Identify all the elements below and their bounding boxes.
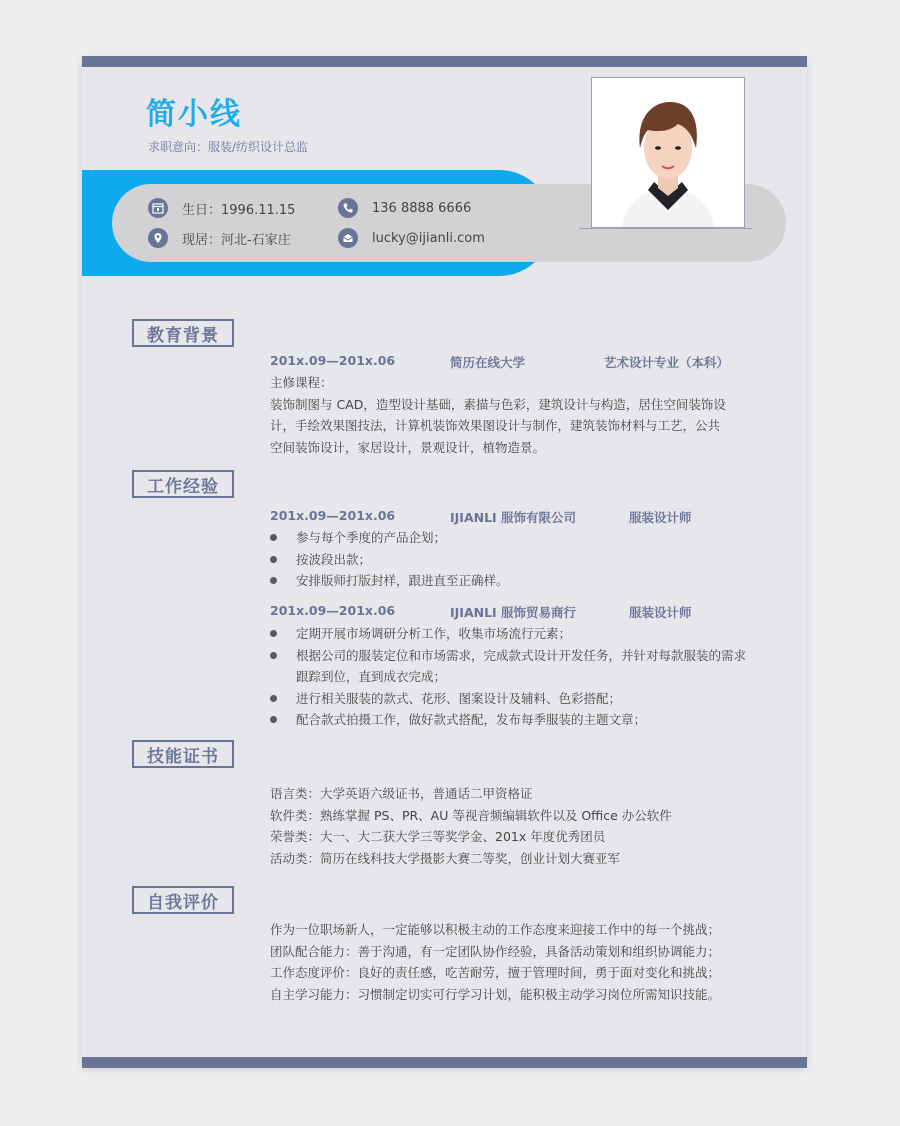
profile-photo — [591, 77, 745, 228]
phone-text: 136 8888 6666 — [372, 200, 472, 216]
photo-underline — [579, 228, 752, 229]
calendar-icon — [148, 198, 168, 218]
mail-icon — [338, 228, 358, 248]
edu-period: 201x.09—201x.06 — [270, 353, 396, 368]
job-period: 201x.09—201x.06 — [270, 603, 396, 618]
skill-line: 语言类：大学英语六级证书，普通话二甲资格证 — [270, 786, 533, 801]
edu-school: 简历在线大学 — [450, 355, 526, 370]
job-company: IJIANLI 服饰贸易商行 — [450, 605, 577, 620]
residence-text: 现居：河北-石家庄 — [182, 232, 291, 248]
edu-course-block — [270, 372, 726, 458]
email-info — [338, 228, 485, 248]
job-role: 服装设计师 — [629, 510, 692, 525]
section-title-self-eval: 自我评价 — [132, 886, 234, 914]
birthday-info — [148, 198, 295, 218]
self-eval-line: 工作态度评价：良好的责任感，吃苦耐劳，擅于管理时间，勇于面对变化和挑战； — [270, 965, 721, 980]
job-role: 服装设计师 — [629, 605, 692, 620]
skill-line: 软件类：熟练掌握 PS、PR、AU 等视音频编辑软件以及 Office 办公软件 — [270, 807, 672, 823]
job-period: 201x.09—201x.06 — [270, 508, 396, 523]
job-1-duties — [270, 527, 509, 592]
job-2-duties — [270, 623, 746, 731]
self-eval-line: 团队配合能力：善于沟通，有一定团队协作经验，具备活动策划和组织协调能力； — [270, 943, 721, 959]
location-icon — [148, 228, 168, 248]
list-item: 配合款式拍摄工作，做好款式搭配，发布每季服装的主题文章； — [270, 709, 746, 731]
edu-course-line: 空间装饰设计，家居设计，景观设计，植物造景。 — [270, 439, 546, 455]
skills-list — [270, 783, 672, 869]
birthday-text: 生日：1996.11.15 — [182, 202, 296, 218]
job-intent: 求职意向：服装/纺织设计总监 — [148, 140, 309, 154]
self-eval-line: 作为一位职场新人，一定能够以积极主动的工作态度来迎接工作中的每一个挑战； — [270, 922, 721, 937]
list-item: 定期开展市场调研分析工作，收集市场流行元素； — [270, 623, 746, 645]
self-eval-list — [270, 919, 720, 1005]
bottom-bar — [82, 1057, 807, 1068]
list-item: 参与每个季度的产品企划； — [270, 527, 509, 549]
section-title-education: 教育背景 — [132, 319, 234, 347]
candidate-name: 简小线 — [146, 97, 242, 132]
list-item: 按波段出款； — [270, 549, 509, 571]
list-item-continuation: 跟踪到位，直到成衣完成； — [296, 669, 447, 684]
skill-line: 荣誉类：大一、大二获大学三等奖学金、201x 年度优秀团员 — [270, 829, 606, 844]
list-item: 安排版师打版封样，跟进直至正确样。 — [270, 570, 509, 592]
edu-course-label: 主修课程： — [270, 375, 333, 390]
list-item: 进行相关服装的款式、花形、图案设计及辅料、色彩搭配； — [270, 688, 746, 710]
residence-info — [148, 228, 291, 248]
section-title-skills: 技能证书 — [132, 740, 234, 768]
section-title-work: 工作经验 — [132, 470, 234, 498]
email-text: lucky@ijianli.com — [372, 230, 485, 246]
resume-page — [82, 56, 807, 1068]
phone-info — [338, 198, 471, 218]
list-item: 根据公司的服装定位和市场需求，完成款式设计开发任务，并针对每款服装的需求 — [270, 645, 746, 667]
phone-icon — [338, 198, 358, 218]
self-eval-line: 自主学习能力：习惯制定切实可行学习计划，能积极主动学习岗位所需知识技能。 — [270, 986, 721, 1002]
edu-course-line: 计，手绘效果图技法，计算机装饰效果图设计与制作，建筑装饰材料与工艺，公共 — [270, 418, 721, 433]
job-company: IJIANLI 服饰有限公司 — [450, 510, 577, 525]
edu-course-line: 装饰制图与 CAD，造型设计基础，素描与色彩，建筑设计与构造，居住空间装饰设 — [270, 396, 726, 412]
skill-line: 活动类：简历在线科技大学摄影大赛二等奖，创业计划大赛亚军 — [270, 850, 621, 866]
top-bar — [82, 56, 807, 67]
edu-major: 艺术设计专业（本科） — [604, 355, 730, 370]
